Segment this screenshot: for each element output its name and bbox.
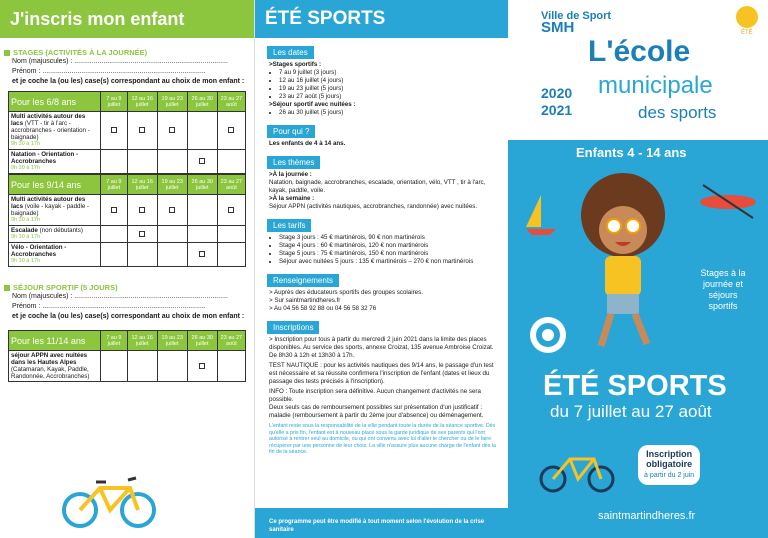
title-sports: des sports — [638, 103, 717, 122]
week-header: 12 au 16 juillet — [127, 331, 157, 351]
week-header: 7 au 9 juillet — [101, 331, 128, 351]
week-header: 12 au 16 juillet — [127, 175, 157, 195]
stages-9-14-table — [8, 174, 246, 267]
activity-cell: séjour APPN avec nuitées dans les Hautes Alpes (Catamaran, Kayak, Paddle, Randonnée, Accrobranches) — [9, 351, 101, 382]
checkbox-cell — [101, 226, 128, 243]
checkbox[interactable] — [228, 127, 234, 133]
sejour-section-title: SÉJOUR SPORTIF (5 JOURS) — [4, 283, 254, 292]
summer-label: ÉTÉ — [741, 30, 753, 36]
list-item: • 19 au 23 juillet (5 jours) — [279, 85, 500, 93]
table-row — [9, 150, 246, 174]
rembours-text: Deux seuls cas de remboursement possibles sur présentation d'un justificatif : maladie (remboursement à partir du 2ème jour d'absence) ou déménagement. — [269, 404, 484, 419]
table-row — [9, 112, 246, 150]
group-9-14-label: Pour les 9/14 ans — [9, 175, 101, 195]
week-header: 19 au 23 juillet — [157, 331, 187, 351]
checkbox-cell — [101, 150, 128, 174]
week-header: 23 au 27 août — [217, 92, 245, 112]
dates-title: Les dates — [267, 46, 314, 59]
prenom-field-1[interactable]: Prénom : .................................................................................... — [12, 68, 206, 75]
inscription-badge: Inscription obligatoire à partir du 2 juin — [638, 445, 700, 485]
group-6-8-label: Pour les 6/8 ans — [9, 92, 101, 112]
checkbox-cell — [187, 226, 217, 243]
list-item: > Au 04 56 58 92 88 ou 04 56 58 32 76 — [269, 305, 377, 312]
insc-title: Inscriptions — [267, 321, 319, 334]
activity-cell: Natation - Orientation - Accrobranches 9h 30 à 17h — [9, 150, 101, 174]
checkbox[interactable] — [139, 207, 145, 213]
tarifs-list — [279, 234, 500, 266]
checkbox-cell — [217, 150, 245, 174]
checkbox-cell — [157, 226, 187, 243]
bicycle-illustration — [60, 470, 160, 530]
checkbox-cell — [187, 112, 217, 150]
target-icon — [528, 315, 568, 355]
checkbox-cell[interactable] — [217, 112, 245, 150]
bicycle-icon — [538, 445, 618, 495]
list-item: • 26 au 30 juillet (5 jours) — [279, 109, 500, 117]
info-header: ÉTÉ SPORTS — [255, 0, 508, 38]
pourqui-text: Les enfants de 4 à 14 ans. — [269, 140, 346, 147]
week-header: 19 au 23 juillet — [157, 175, 187, 195]
insc-text: > Inscription pour tous à partir du mercredi 2 juin 2021 dans la limite des places disponibles. Au service des sports, annexe Croizat, 135 avenue Ambroise Croizat. De 8h30 à 12h et 13h30 à 17h. — [269, 336, 494, 359]
group-11-14-label: Pour les 11/14 ans — [9, 331, 101, 351]
checkbox-cell[interactable] — [187, 243, 217, 267]
week-header: 19 au 23 juillet — [157, 92, 187, 112]
table-row — [9, 351, 246, 382]
activity-cell: Multi activités autour des lacs (VTT - tir à l'arc - accrobranches - orientation - baignade) 9h 30 à 17h — [9, 112, 101, 150]
checkbox-cell[interactable] — [157, 112, 187, 150]
list-item: • Stage 3 jours : 45 € martinérois, 90 € non martinérois — [279, 234, 500, 242]
checkbox-cell — [217, 226, 245, 243]
journee-label: >À la journée : — [269, 171, 312, 178]
cover-panel — [508, 0, 768, 538]
checkbox[interactable] — [139, 231, 145, 237]
table-row — [9, 243, 246, 267]
age-range: Enfants 4 - 14 ans — [576, 145, 687, 160]
choice-instruction-1: et je coche la (ou les) case(s) correspondant au choix de mon enfant : — [12, 78, 245, 85]
checkbox-cell — [127, 243, 157, 267]
info-footer: Ce programme peut être modifié à tout moment selon l'évolution de la crise sanitaire — [255, 508, 508, 538]
sailboat-icon — [526, 195, 556, 235]
week-header: 26 au 30 juillet — [187, 331, 217, 351]
week-header: 23 au 27 août — [217, 175, 245, 195]
checkbox-cell — [127, 150, 157, 174]
checkbox-cell — [157, 351, 187, 382]
info-text: INFO : Toute inscription sera définitive. Aucun changement d'activités ne sera possible. — [269, 388, 481, 403]
prenom-field-2[interactable]: Prénom : .................................................................................... — [12, 303, 206, 310]
registration-header: J'inscris mon enfant — [0, 0, 254, 38]
checkbox[interactable] — [199, 251, 205, 257]
list-item: • Stage 5 jours : 75 € martinérois, 150 € non martinérois — [279, 250, 500, 258]
list-item: > Sur saintmartindheres.fr — [269, 297, 341, 304]
kayak-icon — [698, 180, 758, 220]
test-text: TEST NAUTIQUE : pour les activités nautiques des 9/14 ans, le passage d'un test est nécessaire et sa réussite confirmera l'inscription de l'enfant (dates et lieux du passage des tests précisés à l'inscription). — [269, 362, 494, 385]
semaine-text: Séjour APPN (activités nautiques, accrobranches, randonnée) avec nuitées. — [269, 203, 478, 210]
checkbox[interactable] — [111, 207, 117, 213]
checkbox[interactable] — [228, 207, 234, 213]
ete-sports-title: ÉTÉ SPORTS — [543, 370, 727, 402]
sejour-label: >Séjour sportif avec nuitées : — [269, 101, 356, 108]
week-header: 23 au 27 août — [217, 331, 245, 351]
nom-field-2[interactable]: Nom (majuscules) : ............................................................................... — [12, 293, 228, 300]
stages-6-8-table — [8, 91, 246, 174]
list-item: • 23 au 27 août (5 jours) — [279, 93, 500, 101]
rens-list — [269, 289, 500, 313]
season-years: 2020 2021 — [541, 85, 573, 118]
child-illustration — [553, 170, 693, 360]
checkbox-cell[interactable] — [127, 195, 157, 226]
stages-label: >Stages sportifs : — [269, 61, 322, 68]
activity-cell: Multi activités autour des lacs (voile - kayak - paddle - baignade) 9h 30 à 17h — [9, 195, 101, 226]
title-municipale: municipale — [598, 72, 713, 99]
checkbox-cell[interactable] — [157, 195, 187, 226]
list-item: • 7 au 9 juillet (3 jours) — [279, 69, 500, 77]
title-ecole: L'école — [588, 35, 691, 68]
checkbox-cell[interactable] — [187, 150, 217, 174]
resp-text: L'enfant reste sous la responsabilité de la ville pendant toute la durée de la séance sportive. Dès qu'elle a pris fin, l'enfant est à nouveau placé sous la garde juridique de ses parents qui l'ont autorisé à rentrer seul au domicile, ou qui ont convenu avec lui d'aller le chercher ou de le faire récupérer par une personne de leur choix. La ville n'assure plus aucune charge de l'enfant dès la fin de la séance. — [269, 423, 496, 455]
sun-icon — [736, 6, 758, 28]
sejour-dates-list — [279, 109, 500, 117]
table-row — [9, 195, 246, 226]
week-header: 26 au 30 juillet — [187, 92, 217, 112]
checkbox-cell — [101, 351, 128, 382]
checkbox-cell[interactable] — [127, 112, 157, 150]
week-header: 7 au 9 juillet — [101, 92, 128, 112]
website-link[interactable]: saintmartindheres.fr — [598, 510, 696, 522]
checkbox[interactable] — [111, 127, 117, 133]
checkbox-cell — [217, 351, 245, 382]
list-item: • 12 au 16 juillet (4 jours) — [279, 77, 500, 85]
week-header: 26 au 30 juillet — [187, 175, 217, 195]
checkbox[interactable] — [169, 207, 175, 213]
checkbox-cell[interactable] — [101, 195, 128, 226]
checkbox-cell — [127, 351, 157, 382]
week-header: 7 au 9 juillet — [101, 175, 128, 195]
checkbox-cell — [217, 243, 245, 267]
checkbox[interactable] — [139, 127, 145, 133]
checkbox-cell[interactable] — [187, 351, 217, 382]
checkbox[interactable] — [199, 158, 205, 164]
registration-panel — [0, 0, 254, 538]
checkbox-cell — [157, 243, 187, 267]
themes-title: Les thèmes — [267, 156, 320, 169]
pourqui-title: Pour qui ? — [267, 125, 315, 138]
semaine-label: >À la semaine : — [269, 195, 315, 202]
table-row — [9, 226, 246, 243]
checkbox[interactable] — [199, 363, 205, 369]
sejour-11-14-table — [8, 330, 246, 382]
checkbox-cell[interactable] — [127, 226, 157, 243]
activity-cell: Vélo - Orientation - Accrobranches 9h 30 à 17h — [9, 243, 101, 267]
journee-text: Natation, baignade, accrobranches, escalade, orientation, vélo, VTT , tir à l'arc, kayak, paddle, voile. — [269, 179, 486, 194]
stages-section-title: STAGES (ACTIVITÉS À LA JOURNÉE) — [4, 48, 254, 57]
info-panel — [254, 0, 508, 538]
checkbox-cell[interactable] — [217, 195, 245, 226]
stage-dates-list — [279, 69, 500, 101]
nom-field-1[interactable]: Nom (majuscules) : ............................................................................... — [12, 58, 228, 65]
checkbox-cell — [157, 150, 187, 174]
stages-tagline: Stages à la journée et séjours sportifs — [700, 268, 746, 311]
tarifs-title: Les tarifs — [267, 219, 311, 232]
choice-instruction-2: et je coche la (ou les) case(s) correspondant au choix de mon enfant : — [12, 313, 245, 320]
activity-cell: Escalade (non débutants) 9h 30 à 17h — [9, 226, 101, 243]
checkbox-cell — [101, 243, 128, 267]
smh-logo: Ville de Sport SMH — [541, 10, 612, 36]
cover-dates: du 7 juillet au 27 août — [550, 402, 712, 421]
checkbox-cell[interactable] — [101, 112, 128, 150]
checkbox-cell — [187, 195, 217, 226]
list-item: • Séjour avec nuitées 5 jours : 135 € martinérois – 270 € non martinérois — [279, 258, 500, 266]
list-item: • Stage 4 jours : 60 € martinérois, 120 € non martinérois — [279, 242, 500, 250]
checkbox[interactable] — [169, 127, 175, 133]
week-header: 12 au 16 juillet — [127, 92, 157, 112]
rens-title: Renseignements — [267, 274, 339, 287]
list-item: > Auprès des éducateurs sportifs des groupes scolaires. — [269, 289, 423, 296]
